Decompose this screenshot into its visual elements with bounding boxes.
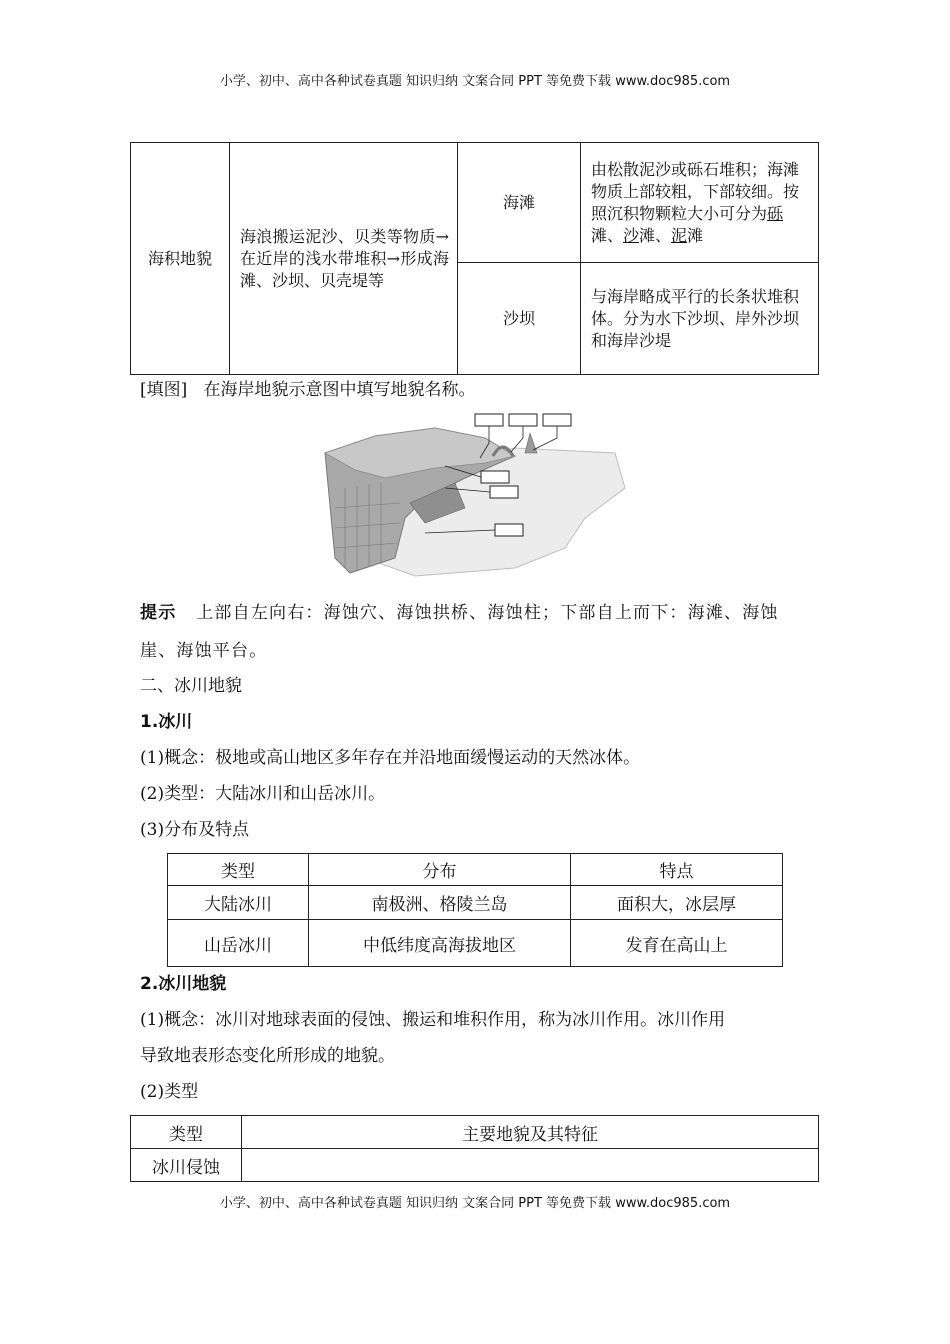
sandbar-name-cell: 沙坝 <box>458 263 581 375</box>
header-distribution: 分布 <box>309 854 571 886</box>
label-box-2 <box>509 414 537 426</box>
process-cell: 海浪搬运泥沙、贝类等物质→在近岸的浅水带堆积→形成海滩、沙坝、贝壳堤等 <box>230 143 458 375</box>
glacier-landform-concept-line1: (1)概念：冰川对地球表面的侵蚀、搬运和堆积作用，称为冰川作用。冰川作用 <box>140 1010 726 1030</box>
label-box-3 <box>543 414 571 426</box>
header-feature: 特点 <box>571 854 783 886</box>
tip-label: 提示 <box>140 603 177 623</box>
glacier-type-table <box>167 853 783 967</box>
fill-prompt-label: [填图] <box>140 380 188 400</box>
table-cell: 面积大，冰层厚 <box>571 886 783 920</box>
table-cell <box>242 1149 819 1182</box>
page-header: 小学、初中、高中各种试卷真题 知识归纳 文案合同 PPT 等免费下载 www.doc985.com <box>219 74 731 89</box>
glacier-landform-table <box>130 1115 819 1182</box>
glacier-distribution-title: (3)分布及特点 <box>140 820 250 840</box>
glacier-landform-concept-line2: 导致地表形态变化所形成的地貌。 <box>140 1046 395 1066</box>
table-cell: 山岳冰川 <box>168 920 309 967</box>
glacier-types: (2)类型：大陆冰川和山岳冰川。 <box>140 784 386 804</box>
glacier-landform-types-title: (2)类型 <box>140 1082 199 1102</box>
table-cell: 大陆冰川 <box>168 886 309 920</box>
label-box-1 <box>475 414 503 426</box>
section-title: 二、冰川地貌 <box>140 676 242 696</box>
beach-name-cell: 海滩 <box>458 143 581 263</box>
marine-deposition-table <box>130 142 819 375</box>
label-box-6 <box>495 524 523 536</box>
tip-paragraph <box>140 594 812 670</box>
glacier-subtitle: 1.冰川 <box>140 712 193 732</box>
table-cell: 中低纬度高海拔地区 <box>309 920 571 967</box>
page-footer: 小学、初中、高中各种试卷真题 知识归纳 文案合同 PPT 等免费下载 www.doc985.com <box>219 1196 731 1211</box>
fill-prompt-text: 在海岸地貌示意图中填写地貌名称。 <box>203 380 476 400</box>
header-main-landforms: 主要地貌及其特征 <box>242 1116 819 1149</box>
table-cell: 南极洲、格陵兰岛 <box>309 886 571 920</box>
sandbar-desc-cell: 与海岸略成平行的长条状堆积体。分为水下沙坝、岸外沙坝和海岸沙堤 <box>581 263 819 375</box>
header-type: 类型 <box>168 854 309 886</box>
glacier-landform-subtitle: 2.冰川地貌 <box>140 974 227 994</box>
fill-prompt <box>140 378 475 402</box>
header-type: 类型 <box>131 1116 242 1149</box>
table-cell: 冰川侵蚀 <box>131 1149 242 1182</box>
sea-stack <box>525 433 537 453</box>
beach-desc-cell: 由松散泥沙或砾石堆积；海滩物质上部较粗，下部较细。按照沉积物颗粒大小可分为砾滩、沙滩、泥滩 <box>581 143 819 263</box>
table-cell: 发育在高山上 <box>571 920 783 967</box>
label-box-4 <box>481 471 509 483</box>
label-box-5 <box>490 486 518 498</box>
coastal-landform-figure <box>315 408 635 583</box>
tip-text: 上部自左向右：海蚀穴、海蚀拱桥、海蚀柱；下部自上而下：海滩、海蚀崖、海蚀平台。 <box>140 603 779 661</box>
category-cell: 海积地貌 <box>131 143 230 375</box>
glacier-concept: (1)概念：极地或高山地区多年存在并沿地面缓慢运动的天然冰体。 <box>140 748 641 768</box>
